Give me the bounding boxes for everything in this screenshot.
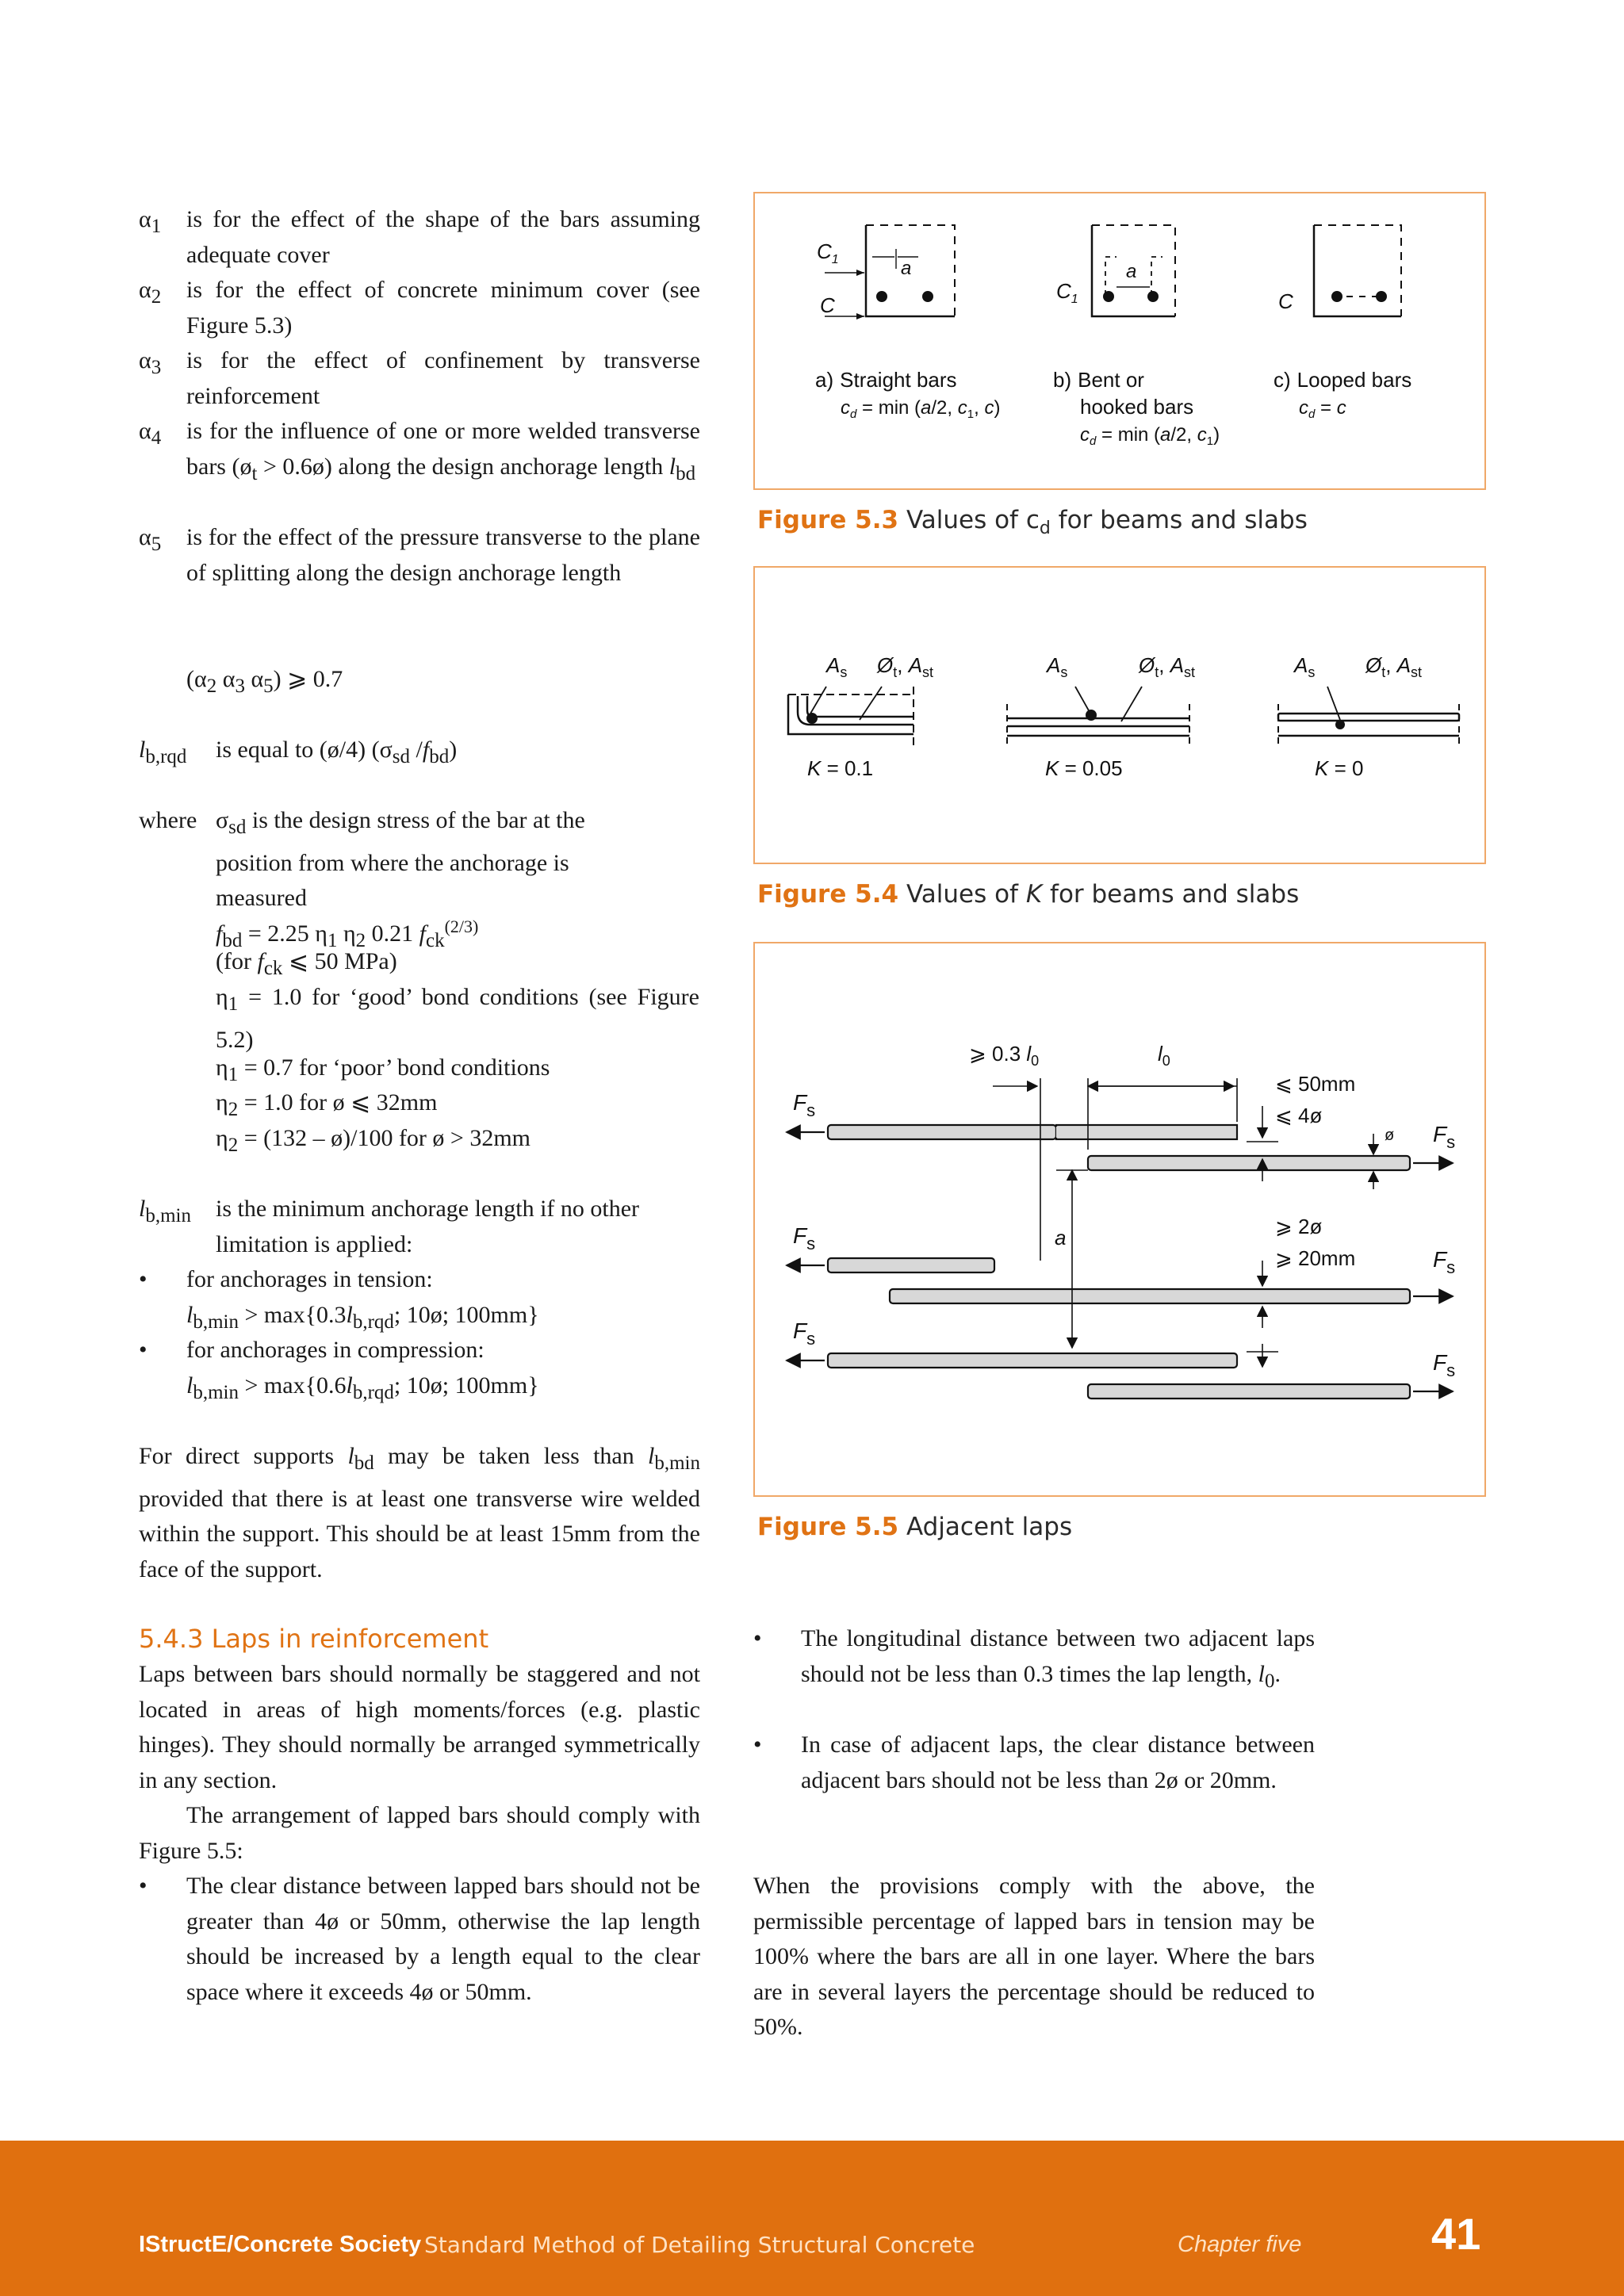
page-footer	[0, 2141, 1624, 2296]
eta2-small-definition: $\eta_2 = 1.0$ for ø ⩽ 32mm	[216, 1089, 438, 1120]
lap-bar	[890, 1289, 1410, 1303]
alpha1-text: is for the effect of the shape of the bars assuming adequate cover	[186, 206, 700, 268]
bar-dot	[1376, 291, 1387, 302]
c1-label: $C_1$	[1056, 279, 1078, 306]
sigma-sd-definition: $\sigma_{sd}$ is the design stress of the bar at the position from where the anchorage is measured	[216, 807, 585, 912]
fs-label: $F_s$	[1433, 1122, 1456, 1152]
phi-ast-label: $Ø_t$, $A_{st}$	[1365, 653, 1423, 680]
figure-5-5-diagram	[755, 943, 1484, 1495]
lap-bar	[1056, 1125, 1237, 1139]
phi-ast-label: $Ø_t$, $A_{st}$	[1139, 653, 1196, 680]
bar-dot	[1331, 291, 1342, 302]
alpha2-definition	[139, 273, 700, 343]
fs-label: $F_s$	[793, 1318, 816, 1349]
footer-organisation: IStructE/Concrete Society	[139, 2232, 422, 2257]
c-label: C	[1278, 289, 1293, 313]
alpha-symbol: α	[139, 206, 151, 232]
straight-bars-formula: $c_d = \min (a/2$, $c_1$, c)	[841, 397, 1001, 421]
le-4phi-label: ⩽ 4ø	[1275, 1104, 1323, 1127]
straight-anchorage-sketch	[1007, 687, 1189, 748]
compression-bullet: • for anchorages in compression: $l_{b,min} > \max\{0.6l_{b,rqd}$; 10ø; 100mm}	[139, 1337, 539, 1403]
c-label: C	[820, 293, 835, 317]
phi-label: ø	[1385, 1127, 1395, 1144]
a-label: a	[901, 258, 912, 279]
bar-only-anchorage-sketch	[1278, 687, 1459, 748]
lbrqd-definition: is equal to (ø/4) ($\sigma_{sd}$ $/f_{bd}$)	[216, 737, 458, 767]
fbd-equation: $f_{bd} = 2.25$ $\eta_1$ $\eta_2$ 0.21 $f_{ck}^{(2/3)}$	[216, 916, 479, 951]
figure-5-4-box	[753, 566, 1486, 864]
ge-20mm-label: ⩾ 20mm	[1275, 1246, 1356, 1270]
lap-bar	[1088, 1156, 1410, 1170]
le-50mm-label: ⩽ 50mm	[1275, 1072, 1356, 1096]
tension-bullet: • for anchorages in tension: $l_{b,min} > \max\{0.3l_{b,rqd}$; 10ø; 100mm}	[139, 1266, 539, 1333]
a-dimension-label: a	[1055, 1226, 1067, 1249]
bar-dot	[806, 713, 818, 724]
where-label: where	[139, 807, 197, 833]
bar-dot	[1147, 291, 1159, 302]
a-label: a	[1126, 261, 1137, 282]
eta1-poor-definition: $\eta_1 = 0.7$ for ‘poor’ bond conditions	[216, 1054, 550, 1085]
figure-5-3-box	[753, 192, 1486, 490]
figure-5-3-caption: Figure 5.3 Values of $c_d$ for beams and slabs	[757, 506, 1308, 539]
alpha-subscript: 2	[151, 286, 162, 308]
looped-bars-formula: $c_d = c$	[1299, 397, 1346, 421]
k-value-label: K = 0.1	[807, 756, 874, 780]
alpha4-definition	[139, 414, 700, 492]
bent-bars-formula: $c_d = \min (a/2$, $c_1$)	[1080, 424, 1220, 448]
alpha-symbol: α	[139, 524, 151, 550]
alpha3-text: is for the effect of confinement by transverse reinforcement	[186, 347, 700, 409]
fs-label: $F_s$	[1433, 1247, 1456, 1277]
alpha5-definition	[139, 520, 700, 591]
section-heading: 5.4.3 Laps in reinforcement	[139, 1624, 489, 1654]
laps-paragraph-1: Laps between bars should normally be staggered and not located in areas of high moments/forces (e.g. plastic hinges). They should normally be arranged symmetrically in any section.	[139, 1661, 700, 1793]
eta2-large-definition: $\eta_2 = (132$ – ø)/100 for ø > 32mm	[216, 1125, 531, 1156]
lap-bar	[828, 1258, 994, 1272]
direct-supports-paragraph: For direct supports $l_{bd}$ may be taken less than $l_{b,min}$ provided that there is at least one transverse wire welded within the support. This should be at least 15mm from the face of the support.	[139, 1443, 700, 1582]
figure-5-4-diagram	[755, 568, 1484, 863]
alpha-subscript: 5	[151, 534, 162, 555]
bar-dot	[876, 291, 887, 302]
bent-bars-label: b) Bent or	[1053, 368, 1144, 392]
straight-bars-sketch	[825, 225, 955, 316]
alpha-subscript: 1	[151, 216, 162, 237]
adjacent-laps-bullet: • In case of adjacent laps, the clear distance between adjacent bars should not be less than 2ø or 20mm.	[753, 1732, 1315, 1793]
lapped-percentage-paragraph: When the provisions comply with the above, the permissible percentage of lapped bars in tension may be 100% where the bars are all in one layer. Where the bars are in several layers the percentage should be reduced to 50%.	[753, 1873, 1315, 2041]
fs-label: $F_s$	[793, 1090, 816, 1120]
bar-dot	[1335, 720, 1345, 729]
page-number: 41	[1431, 2209, 1481, 2259]
longitudinal-distance-bullet: • The longitudinal distance between two adjacent laps should not be less than 0.3 times the lap length, $l_0$.	[753, 1625, 1315, 1692]
bar-dot	[1103, 291, 1114, 302]
fs-label: $F_s$	[1433, 1350, 1456, 1380]
arrow-icon	[856, 270, 864, 276]
figure-5-3-diagram	[755, 193, 1484, 488]
as-label: $A_s$	[1294, 653, 1316, 680]
lbmin-definition: is the minimum anchorage length if no other limitation is applied:	[216, 1196, 640, 1257]
ge-2phi-label: ⩾ 2ø	[1275, 1215, 1323, 1238]
alpha1-definition	[139, 202, 700, 273]
looped-bars-label: c) Looped bars	[1274, 368, 1412, 392]
l0-label: $l_0$	[1158, 1042, 1170, 1069]
footer-chapter: Chapter five	[1178, 2232, 1302, 2257]
lap-bar	[828, 1125, 1056, 1139]
as-label: $A_s$	[826, 653, 848, 680]
k-value-label: K = 0	[1315, 756, 1364, 780]
figure-5-4-caption: Figure 5.4 Values of K for beams and slabs	[757, 880, 1300, 909]
alpha-symbol: α	[139, 347, 151, 373]
arrow-icon	[856, 313, 864, 320]
alpha3-definition	[139, 343, 700, 414]
figure-5-5-caption: Figure 5.5 Adjacent laps	[757, 1513, 1073, 1541]
alpha5-text: is for the effect of the pressure transverse to the plane of splitting along the design anchorage length	[186, 524, 700, 586]
straight-bars-label: a) Straight bars	[815, 368, 957, 392]
bar-dot	[1086, 710, 1097, 721]
alpha-symbol: α	[139, 418, 151, 444]
ge-03-l0-label: ⩾ 0.3 $l_0$	[969, 1042, 1040, 1069]
clear-distance-bullet: • The clear distance between lapped bars should not be greater than 4ø or 50mm, otherwise the lap length should be increased by a length equal to the clear space where it exceeds 4ø or 50mm.	[139, 1873, 700, 2005]
laps-paragraph-2: The arrangement of lapped bars should comply with Figure 5.5:	[139, 1802, 700, 1864]
alpha-subscript: 3	[151, 357, 162, 378]
figure-5-5-box	[753, 942, 1486, 1497]
alpha-product-condition: ($\alpha_2$ $\alpha_3$ $\alpha_5$) ⩾ 0.7	[186, 666, 343, 697]
c1-label: $C_1$	[817, 239, 839, 266]
fs-label: $F_s$	[793, 1223, 816, 1253]
as-label: $A_s$	[1047, 653, 1068, 680]
phi-ast-label: $Ø_t$, $A_{st}$	[877, 653, 934, 680]
eta1-good-definition: $\eta_1 = 1.0$ for ‘good’ bond conditions (see Figure 5.2)	[216, 984, 699, 1053]
alpha-subscript: 4	[151, 427, 162, 449]
fck-limit: (for $f_{ck}$ ⩽ 50 MPa)	[216, 948, 397, 979]
lbrqd-symbol: $l_{b,rqd}$	[139, 737, 187, 767]
alpha4-text: is for the influence of one or more welded transverse bars ($ø_t$ > 0.6ø) along the design anchorage length $l_{bd}$	[186, 418, 700, 484]
lap-bar	[828, 1353, 1237, 1368]
hooked-bars-label: hooked bars	[1080, 395, 1194, 419]
footer-title: Standard Method of Detailing Structural Concrete	[424, 2232, 975, 2258]
alpha-symbol: α	[139, 277, 151, 303]
bar-dot	[922, 291, 933, 302]
lbmin-symbol: $l_{b,min}$	[139, 1196, 191, 1226]
k-value-label: K = 0.05	[1045, 756, 1123, 780]
alpha2-text: is for the effect of concrete minimum cover (see Figure 5.3)	[186, 277, 700, 339]
looped-bars-sketch	[1314, 225, 1401, 316]
lap-bar	[1088, 1384, 1410, 1399]
